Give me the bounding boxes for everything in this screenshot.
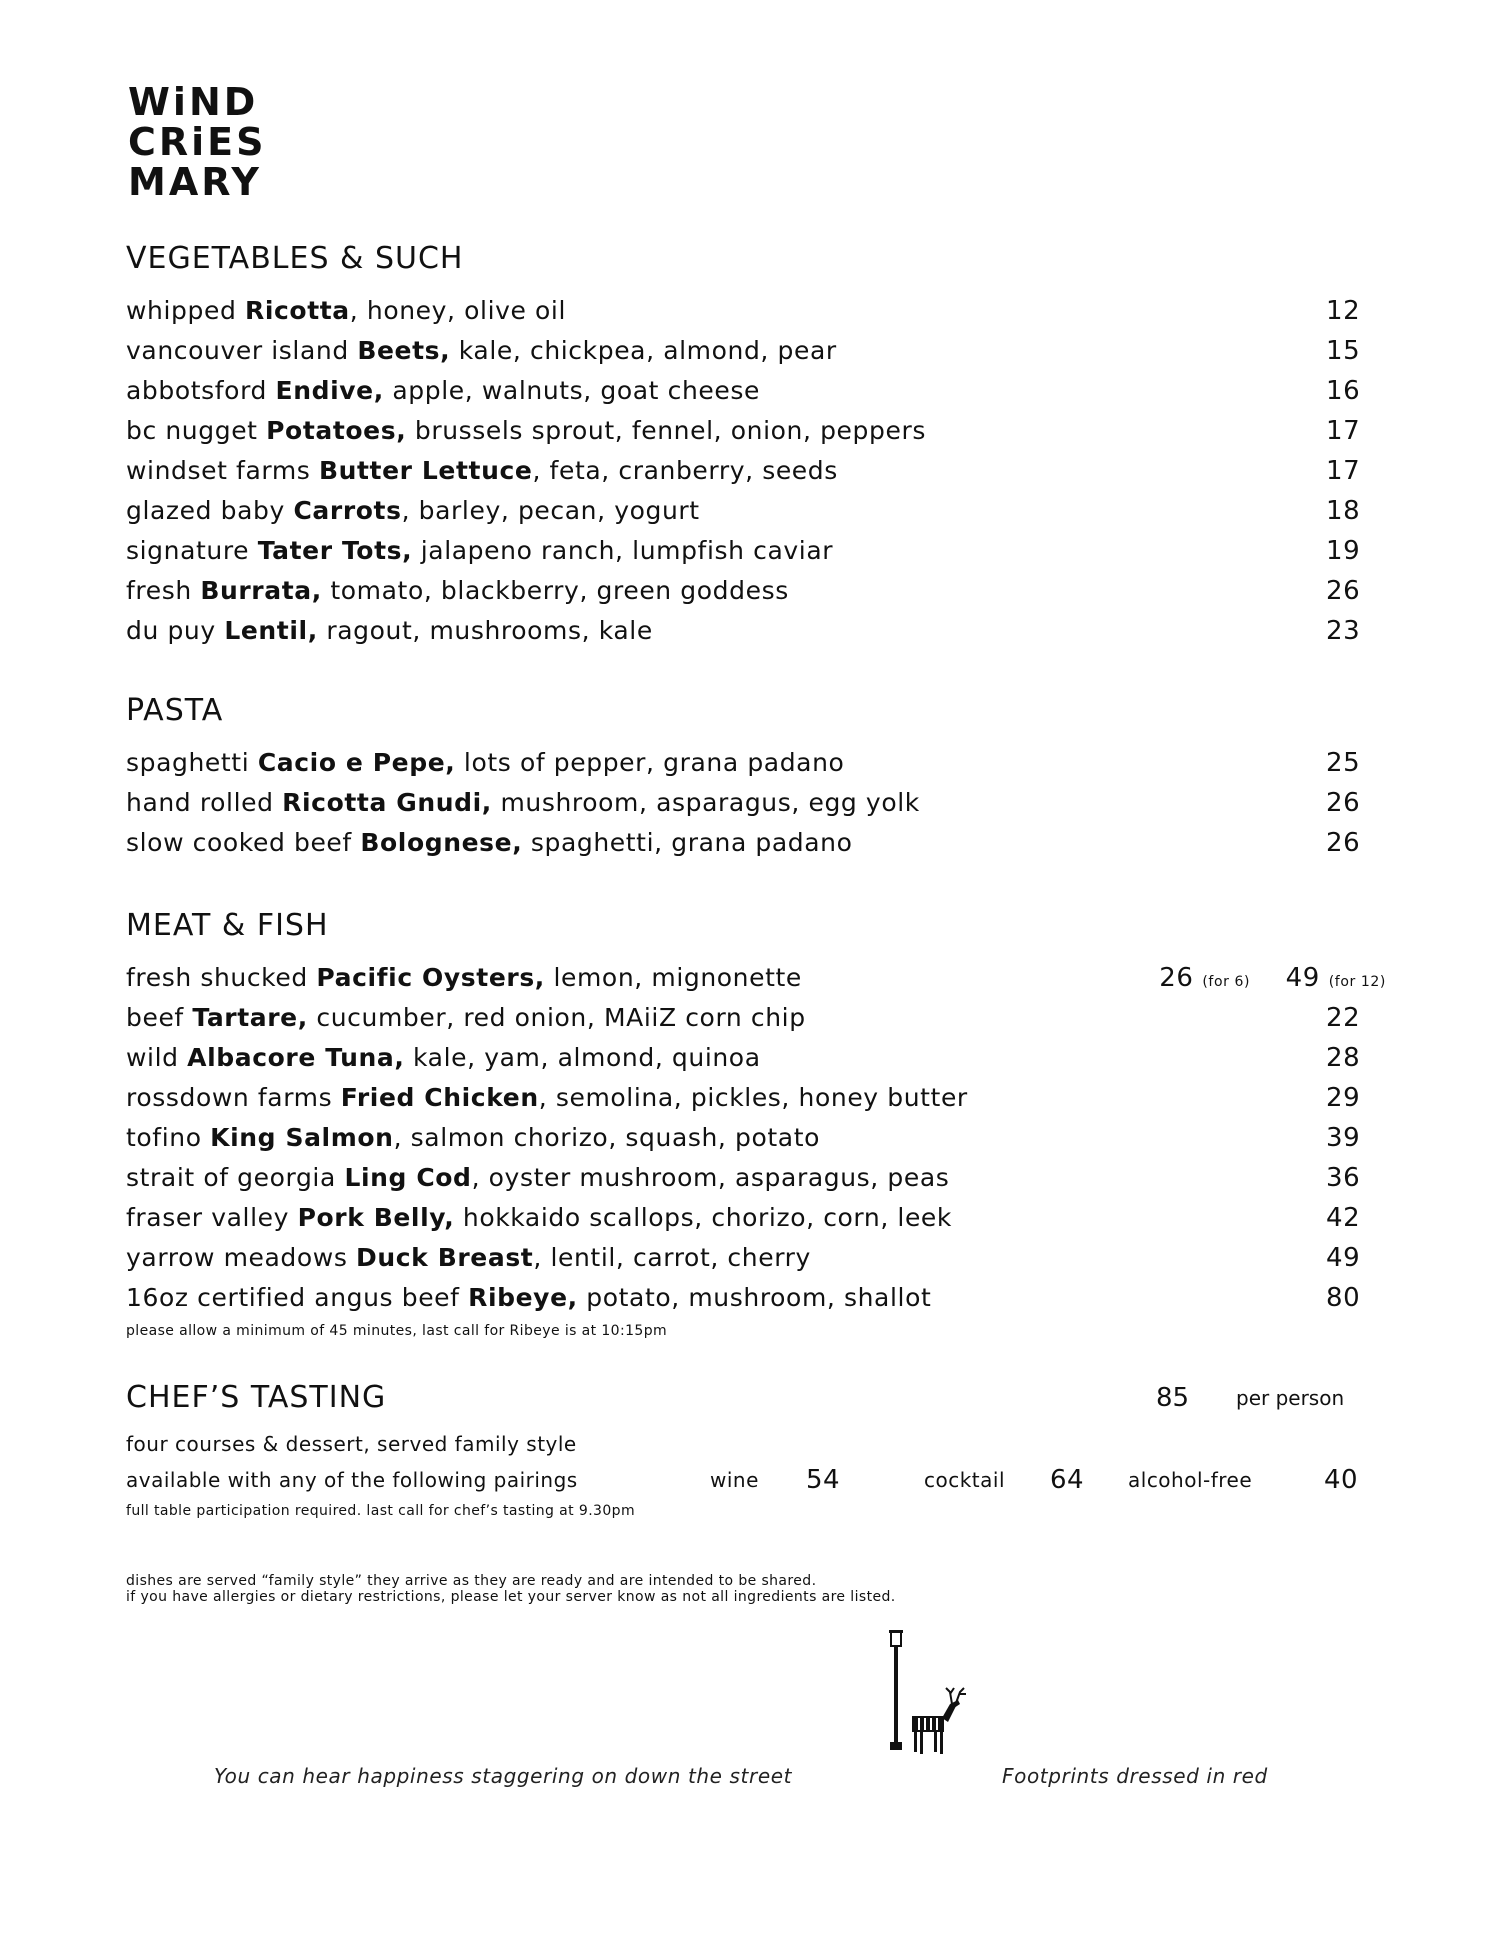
item-description: kale, yam, almond, quinoa — [404, 1043, 761, 1072]
item-origin: wild — [126, 1043, 188, 1072]
item-origin: fresh — [126, 576, 201, 605]
item-name: Bolognese, — [360, 828, 523, 857]
logo-line-1: WiND — [128, 80, 259, 124]
item-price: 28 — [1326, 1043, 1361, 1073]
item-description: mushroom, asparagus, egg yolk — [491, 788, 920, 817]
item-description: kale, chickpea, almond, pear — [450, 336, 837, 365]
menu-item — [126, 1078, 1386, 1118]
item-price: 29 — [1326, 1083, 1361, 1113]
item-name: Cacio e Pepe, — [257, 748, 456, 777]
footnote-allergies: if you have allergies or dietary restrictions, please let your server know as not all ingredients are listed. — [126, 1589, 896, 1605]
menu-item — [126, 291, 1386, 331]
item-name: Pacific Oysters, — [316, 963, 545, 992]
item-origin: slow cooked beef — [126, 828, 361, 857]
item-description: lots of pepper, grana padano — [455, 748, 845, 777]
chefs-tasting-section — [126, 1378, 1386, 1520]
item-price: 12 — [1326, 296, 1361, 326]
item-name: Carrots — [293, 496, 402, 525]
menu-item — [126, 743, 1386, 783]
tasting-description: four courses & dessert, served family style — [126, 1432, 577, 1456]
item-name: Albacore Tuna, — [187, 1043, 405, 1072]
section-title-meat-fish: MEAT & FISH — [126, 908, 329, 943]
item-description: cucumber, red onion, MAiiZ corn chip — [307, 1003, 806, 1032]
oyster-price-6: 26 — [1159, 963, 1194, 993]
item-price: 25 — [1326, 748, 1361, 778]
menu-item — [126, 411, 1386, 451]
item-price: 26 — [1326, 828, 1361, 858]
dining-footnote — [126, 1573, 896, 1605]
cocktail-pairing-price: 64 — [1050, 1465, 1085, 1495]
item-description: , salmon chorizo, squash, potato — [393, 1123, 821, 1152]
item-origin: fraser valley — [126, 1203, 298, 1232]
item-description: ragout, mushrooms, kale — [317, 616, 653, 645]
item-price: 22 — [1326, 1003, 1361, 1033]
restaurant-logo — [128, 82, 298, 202]
menu-item — [126, 1038, 1386, 1078]
menu-item — [126, 1238, 1386, 1278]
pasta-section — [126, 691, 1386, 863]
item-price: 16 — [1326, 376, 1361, 406]
item-price: 80 — [1326, 1283, 1361, 1313]
item-description: , feta, cranberry, seeds — [532, 456, 838, 485]
item-description: spaghetti, grana padano — [522, 828, 853, 857]
item-name: Burrata, — [200, 576, 322, 605]
item-price: 42 — [1326, 1203, 1361, 1233]
item-price: 17 — [1326, 456, 1361, 486]
section-title-vegetables: VEGETABLES & SUCH — [126, 241, 464, 276]
tasting-note: full table participation required. last call for chef’s tasting at 9.30pm — [126, 1503, 636, 1519]
item-description: lemon, mignonette — [544, 963, 802, 992]
item-origin: signature — [126, 536, 258, 565]
item-origin: spaghetti — [126, 748, 258, 777]
logo-line-3: MARY — [128, 160, 262, 204]
item-price: 39 — [1326, 1123, 1361, 1153]
item-origin: whipped — [126, 296, 245, 325]
item-name: Ricotta — [244, 296, 350, 325]
menu-item — [126, 1198, 1386, 1238]
meat-fish-section — [126, 906, 1386, 1340]
tagline-right: Footprints dressed in red — [1002, 1764, 1268, 1788]
alcohol-free-pairing-label: alcohol-free — [1128, 1468, 1253, 1492]
item-description: tomato, blackberry, green goddess — [321, 576, 789, 605]
oyster-unit-6: (for 6) — [1202, 974, 1251, 990]
item-name: Butter Lettuce — [318, 456, 533, 485]
logo-line-2: CRiES — [128, 120, 267, 164]
menu-item — [126, 1158, 1386, 1198]
item-price: 17 — [1326, 416, 1361, 446]
pasta-list — [126, 743, 1386, 863]
item-name: Ricotta Gnudi, — [282, 788, 492, 817]
menu-item-oysters — [126, 958, 1386, 998]
item-name: Potatoes, — [266, 416, 407, 445]
section-title-chefs-tasting: CHEF’S TASTING — [126, 1380, 387, 1415]
item-origin: glazed baby — [126, 496, 294, 525]
menu-item — [126, 823, 1386, 863]
menu-item — [126, 611, 1386, 651]
item-description: , barley, pecan, yogurt — [401, 496, 700, 525]
item-name: Ribeye, — [468, 1283, 578, 1312]
lamppost-deer-illustration — [884, 1630, 974, 1760]
item-name: Lentil, — [224, 616, 318, 645]
item-origin: abbotsford — [126, 376, 276, 405]
item-description: potato, mushroom, shallot — [577, 1283, 932, 1312]
item-description: , lentil, carrot, cherry — [533, 1243, 811, 1272]
tasting-pairings — [126, 1462, 1386, 1498]
item-name: Pork Belly, — [297, 1203, 455, 1232]
menu-item — [126, 998, 1386, 1038]
footnote-family-style: dishes are served “family style” they arrive as they are ready and are intended to be shared. — [126, 1573, 817, 1589]
menu-item — [126, 371, 1386, 411]
item-price: 26 — [1326, 576, 1361, 606]
item-description: brussels sprout, fennel, onion, peppers — [406, 416, 926, 445]
item-name: Beets, — [357, 336, 451, 365]
tagline-left: You can hear happiness staggering on down the street — [214, 1764, 793, 1788]
item-price: 36 — [1326, 1163, 1361, 1193]
menu-item — [126, 491, 1386, 531]
item-origin: tofino — [126, 1123, 211, 1152]
item-price: 15 — [1326, 336, 1361, 366]
item-origin: hand rolled — [126, 788, 283, 817]
item-origin: strait of georgia — [126, 1163, 345, 1192]
wine-pairing-label: wine — [710, 1468, 759, 1492]
item-name: Duck Breast — [356, 1243, 534, 1272]
item-price: 18 — [1326, 496, 1361, 526]
tasting-price-unit: per person — [1236, 1386, 1345, 1410]
item-name: Fried Chicken — [340, 1083, 539, 1112]
menu-item — [126, 1278, 1386, 1318]
oyster-prices — [1159, 958, 1386, 1002]
meat-fish-list — [126, 958, 1386, 1340]
item-origin: bc nugget — [126, 416, 267, 445]
item-name: Tartare, — [192, 1003, 308, 1032]
item-origin: rossdown farms — [126, 1083, 341, 1112]
menu-item — [126, 331, 1386, 371]
item-description: jalapeno ranch, lumpfish caviar — [412, 536, 834, 565]
item-name: King Salmon — [210, 1123, 394, 1152]
item-description: , honey, olive oil — [349, 296, 567, 325]
item-origin: du puy — [126, 616, 225, 645]
item-description: , oyster mushroom, asparagus, peas — [471, 1163, 950, 1192]
item-description: hokkaido scallops, chorizo, corn, leek — [454, 1203, 952, 1232]
pairings-intro: available with any of the following pairings — [126, 1468, 578, 1492]
item-origin: vancouver island — [126, 336, 358, 365]
tasting-price: 85 — [1156, 1383, 1190, 1413]
item-description: , semolina, pickles, honey butter — [538, 1083, 968, 1112]
item-origin: beef — [126, 1003, 193, 1032]
item-price: 49 — [1326, 1243, 1361, 1273]
item-name: Ling Cod — [344, 1163, 472, 1192]
item-name: Tater Tots, — [257, 536, 413, 565]
section-title-pasta: PASTA — [126, 693, 224, 728]
item-price: 19 — [1326, 536, 1361, 566]
oyster-unit-12: (for 12) — [1328, 974, 1386, 990]
oyster-price-12: 49 — [1285, 963, 1320, 993]
menu-item — [126, 531, 1386, 571]
cocktail-pairing-label: cocktail — [924, 1468, 1006, 1492]
item-price: 26 — [1326, 788, 1361, 818]
menu-item — [126, 571, 1386, 611]
item-description: apple, walnuts, goat cheese — [383, 376, 760, 405]
menu-item — [126, 451, 1386, 491]
ribeye-note: please allow a minimum of 45 minutes, last call for Ribeye is at 10:15pm — [126, 1323, 668, 1339]
menu-item — [126, 783, 1386, 823]
item-origin: windset farms — [126, 456, 319, 485]
wine-pairing-price: 54 — [806, 1465, 841, 1495]
vegetables-section — [126, 239, 1386, 651]
vegetables-list — [126, 291, 1386, 651]
item-name: Endive, — [275, 376, 384, 405]
item-origin: fresh shucked — [126, 963, 317, 992]
item-price: 23 — [1326, 616, 1361, 646]
item-origin: 16oz certified angus beef — [126, 1283, 469, 1312]
alcohol-free-pairing-price: 40 — [1324, 1465, 1359, 1495]
item-origin: yarrow meadows — [126, 1243, 357, 1272]
menu-item — [126, 1118, 1386, 1158]
